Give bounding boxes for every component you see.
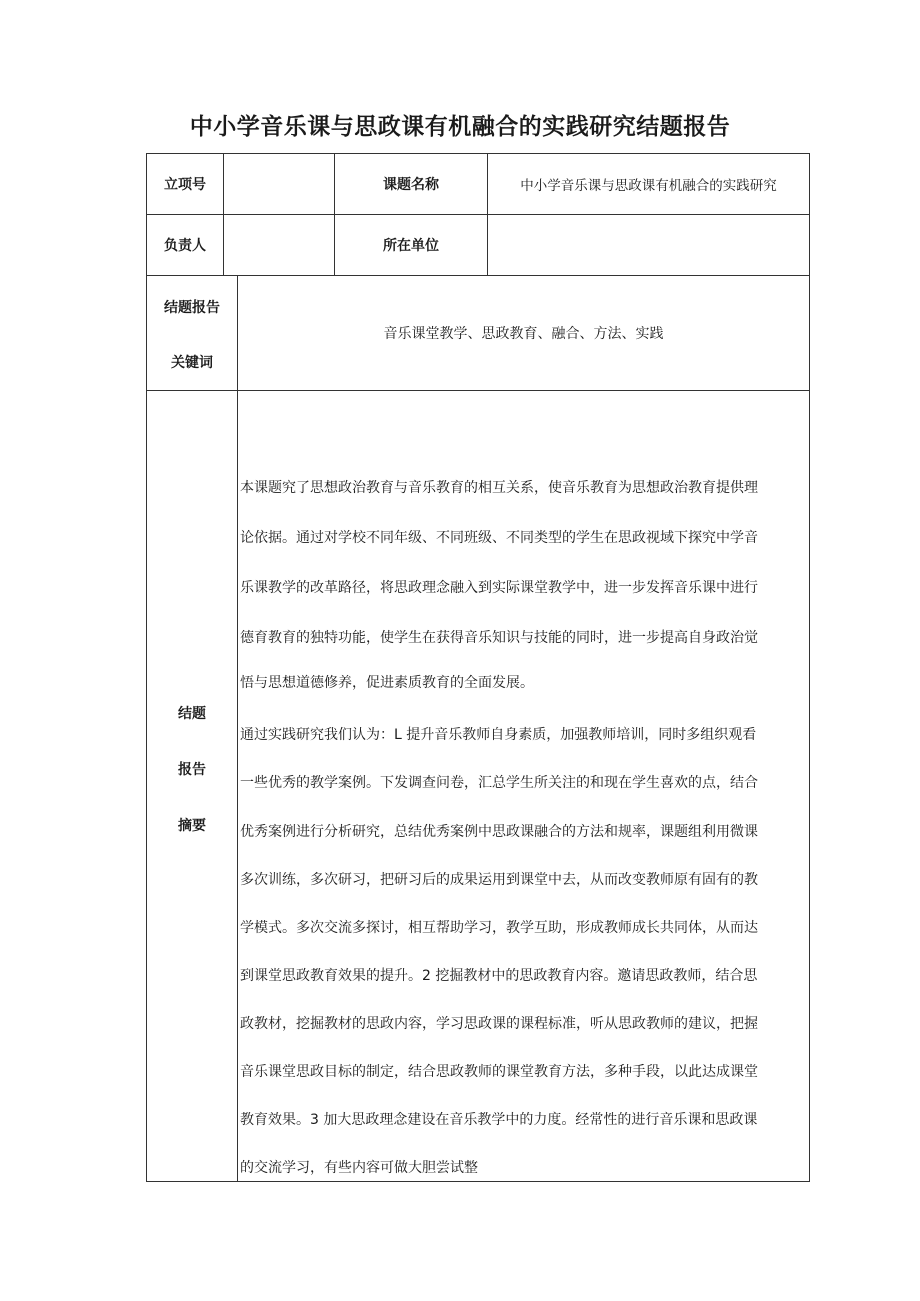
label-leader: 负责人 bbox=[164, 238, 206, 254]
label-unit: 所在单位 bbox=[383, 238, 439, 254]
document-title: 中小学音乐课与思政课有机融合的实践研究结题报告 bbox=[189, 114, 731, 140]
label-summary-line2: 报告 bbox=[178, 762, 206, 778]
label-project-number: 立项号 bbox=[164, 177, 206, 193]
label-topic-name: 课题名称 bbox=[383, 177, 439, 193]
summary-line: 学模式。多次交流多探讨，相互帮助学习，教学互助，形成教师成长共同体，从而达 bbox=[240, 920, 758, 936]
summary-line: 通过实践研究我们认为：L 提升音乐教师自身素质，加强教师培训，同时多组织观看 bbox=[240, 727, 757, 743]
summary-line: 教育效果。3 加大思政理念建设在音乐教学中的力度。经常性的进行音乐课和思政课 bbox=[240, 1112, 758, 1128]
summary-line: 音乐课堂思政目标的制定，结合思政教师的课堂教育方法，多种手段，以此达成课堂 bbox=[240, 1064, 758, 1080]
summary-line: 乐课教学的改革路径，将思政理念融入到实际课堂教学中，进一步发挥音乐课中进行 bbox=[240, 580, 758, 596]
summary-line: 到课堂思政教育效果的提升。2 挖掘教材中的思政教育内容。邀请思政教师，结合思 bbox=[240, 968, 758, 984]
summary-line: 多次训练，多次研习，把研习后的成果运用到课堂中去，从而改变教师原有固有的教 bbox=[240, 872, 758, 888]
label-summary-line1: 结题 bbox=[178, 706, 206, 722]
summary-line: 悟与思想道德修养，促进素质教育的全面发展。 bbox=[240, 675, 534, 691]
label-summary-line3: 摘要 bbox=[178, 818, 206, 834]
summary-line: 的交流学习，有些内容可做大胆尝试整 bbox=[240, 1160, 478, 1176]
table-col-divider-lower bbox=[237, 275, 238, 1182]
summary-text bbox=[240, 0, 812, 1181]
label-keywords-line1: 结题报告 bbox=[164, 300, 220, 316]
table-border-bottom bbox=[146, 1181, 810, 1182]
label-keywords bbox=[147, 276, 237, 390]
value-topic-name: 中小学音乐课与思政课有机融合的实践研究 bbox=[520, 178, 777, 194]
summary-line: 一些优秀的教学案例。下发调查问卷，汇总学生所关注的和现在学生喜欢的点，结合 bbox=[240, 775, 758, 791]
label-summary bbox=[147, 391, 237, 1181]
summary-line: 政教材，挖掘教材的思政内容，学习思政课的课程标准，听从思政教师的建议，把握 bbox=[240, 1016, 758, 1032]
summary-line: 德育教育的独特功能，使学生在获得音乐知识与技能的同时，进一步提高自身政治觉 bbox=[240, 630, 758, 646]
summary-line: 优秀案例进行分析研究，总结优秀案例中思政课融合的方法和规率，课题组利用微课 bbox=[240, 824, 758, 840]
summary-line: 本课题究了思想政治教育与音乐教育的相互关系，使音乐教育为思想政治教育提供理 bbox=[240, 480, 758, 496]
value-keywords: 音乐课堂教学、思政教育、融合、方法、实践 bbox=[383, 326, 664, 342]
label-keywords-line2: 关键词 bbox=[171, 355, 213, 371]
summary-line: 论依据。通过对学校不同年级、不同班级、不同类型的学生在思政视域下探究中学音 bbox=[240, 530, 758, 546]
